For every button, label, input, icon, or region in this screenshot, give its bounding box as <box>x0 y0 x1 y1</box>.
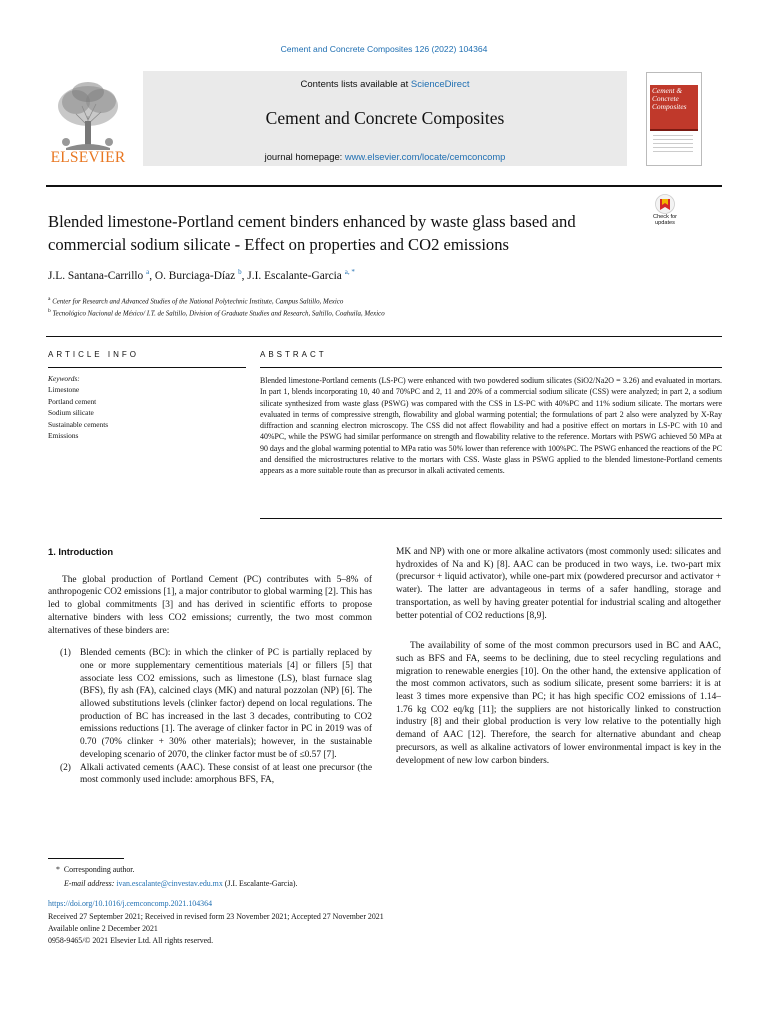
body-paragraph: The availability of some of the most common precursors used in BC and AAC, such as BFS and FA, seems to be declining, due to steel recycling regulations and migration to renewable energies [10]. On the other hand, the extensive application of the most common activators, such as sodium silicate, present some barriers: it is at least 3 times more expensive than PC; it has high specific CO2 emissions of 1.14–1.76 kg CO2 eq/kg [11]; the suppliers are not historically linked to construction industry [8] and their global production is very low relative to the potentially high demand of AAC [12]. Therefore, the search for alternative abundant and cheap precursors, as well as alkaline activators of lower environmental impact is key in the development of new low carbon binders. <box>396 641 721 766</box>
list-number: (2) <box>60 762 71 773</box>
available-online-date: Available online 2 December 2021 <box>48 924 158 933</box>
section-heading: 1. Introduction <box>48 546 114 557</box>
list-item-text: Blended cements (BC): in which the clinker of PC is partially replaced by one or more supplementary cementitious materials [4] or fillers [5] that associate less CO2 emissions, such as limestone (LS), blast furnace slag (BFS), fly ash (FA), calcined clays (MK) and natural pozzolan (NP) [6]. The allowed substitutions levels (clinker factor) depend on local regulations. The production of BC has increased in the last 3 decades, contributing to CO2 emissions reductions [1]. The average of clinker factor in PC in 2019 was of 0.70 (70% clinker + 30% other materials); however, in the sustainable developing scenario of 2070, the clinker factor must be of ≤0.57 [7]. <box>80 648 372 760</box>
journal-homepage-link[interactable]: www.elsevier.com/locate/cemconcomp <box>344 151 506 162</box>
body-paragraph: MK and NP) with one or more alkaline activators (most commonly used: silicates and hydroxides of Na and K) [8]. AAC can be produced in two ways, i.e. two-part mix (precursor + liquid activator), while one-part mix (powdered precursor and activator + water). The latter are advantageous in terms of a safer handling, storage and transportation, as well by having greater potential for industrial scaling and altogether better potential of CO2 reductions [8,9]. <box>396 547 721 621</box>
corresponding-mark: * <box>56 865 60 874</box>
author-list: J.L. Santana-Carrillo $^a$, O. Burciaga-Díaz $^b$, J.I. Escalante-Garcia $^{a, *}$ <box>48 268 355 282</box>
author-1-affiliation-mark[interactable]: a <box>146 268 150 276</box>
author-3-affiliation-mark[interactable]: a, * <box>344 268 355 276</box>
doi-link[interactable]: https://doi.org/10.1016/j.cemconcomp.2021.104364 <box>48 899 213 908</box>
email-link[interactable]: ivan.escalante@cinvestav.edu.mx <box>116 879 223 888</box>
affiliation-b-text: Tecnológico Nacional de México/ I.T. de Saltillo, Division of Graduate Studies and Research, Saltillo, Coahuila, Mexico <box>52 310 385 318</box>
cover-title: Cement & Concrete Composites <box>652 86 687 111</box>
email-note <box>64 879 664 888</box>
list-number: (1) <box>60 648 71 659</box>
affiliation-b-mark: b <box>48 308 51 314</box>
affiliation-a-mark: a <box>48 296 51 302</box>
keywords-label: Keywords: <box>48 374 80 383</box>
article-info-rule <box>48 367 246 368</box>
list-item-blended-cements <box>48 647 372 761</box>
abstract-text: Blended limestone-Portland cements (LS-PC) were enhanced with two powdered sodium silicates (SiO2/Na2O = 3.26) and evaluated in mortars. In part 1, blends incorporating 10, 40 and 70%PC and 2, 11 and 20% of a commercial sodium silicate (CSS) were analyzed; in part 2, a sodium silicate synthesized from waste glass (PSWG) was compared with the CSS in LS-PC with 40%PC and 11% sodium silicate. The mortars were evaluated in terms of compressive strength, flowability and global warming potential; the formulations of part 2 also were analyzed by X-Ray diffraction and scanning electron microscopy. The CSS did not affect flowability and had a positive effect on mortars in LS-PC with 10 and 40%PC, while the PSWG had similar performance on strength and flowability relative to the reference. Mortars with PSWG achieved 50 MPa at 90 days and the global warming potential to MPa ratio was 50% lower than reference with 100%PC. The PSWG enhanced the reactions of the PC and densified the microstructures relative to the mortars with CSS. Waste glass in PSWG applied to the blended limestone-Portland cements appears as a more suitable route than as precursor in alkali activated cements. <box>260 376 722 476</box>
affiliation-b <box>48 308 688 317</box>
author-2-affiliation-mark[interactable]: b <box>238 268 242 276</box>
abstract-bottom-rule <box>260 518 722 519</box>
article-info-heading: ARTICLE INFO <box>48 350 139 359</box>
corresponding-text: Corresponding author. <box>63 865 135 874</box>
email-suffix: (J.I. Escalante-Garcia). <box>224 879 298 888</box>
list-item-alkali-activated <box>48 762 372 787</box>
footnote-rule <box>48 858 124 859</box>
article-title: Blended limestone-Portland cement binders enhanced by waste glass based and commercial sodium silicate - Effect on properties and CO2 emissions <box>48 212 576 254</box>
keyword-item: Limestone <box>48 385 80 395</box>
abstract-rule <box>260 367 722 368</box>
abstract-heading: ABSTRACT <box>260 350 327 359</box>
check-for-updates-label: Check for updates <box>653 214 677 226</box>
header-rule <box>46 185 722 187</box>
homepage-prefix: journal homepage: <box>264 151 345 162</box>
received-dates: Received 27 September 2021; Received in revised form 23 November 2021; Accepted 27 November 2021 <box>48 912 384 921</box>
keyword-item: Emissions <box>48 431 79 441</box>
contents-prefix: Contents lists available at <box>300 79 411 90</box>
keywords-block <box>48 373 246 441</box>
elsevier-wordmark: ELSEVIER <box>50 149 126 166</box>
keyword-item: Sustainable cements <box>48 419 109 429</box>
body-column-right <box>396 546 721 777</box>
sciencedirect-link[interactable]: ScienceDirect <box>410 79 470 90</box>
body-column-left <box>48 546 372 787</box>
email-label: E-mail address: <box>64 879 115 888</box>
body-paragraph: The global production of Portland Cement (PC) contributes with 5–8% of anthropogenic CO2 emissions [1], a major contributor to global warming [2]. This has led to global commitments [3] and has derived in scientific efforts to propose alternative binders with less CO2 emissions; currently, the two most common alternatives of these binders are: <box>48 574 372 636</box>
journal-homepage-line <box>143 151 627 162</box>
author-2[interactable]: O. Burciaga-Díaz <box>154 269 236 282</box>
affiliation-a-text: Center for Research and Advanced Studies of the National Polytechnic Institute, Campus Saltillo, Mexico <box>52 298 344 306</box>
contents-line <box>143 79 627 90</box>
issn-copyright: 0958-9465/© 2021 Elsevier Ltd. All rights reserved. <box>48 936 214 945</box>
list-item-text: Alkali activated cements (AAC). These consist of at least one precursor (the most commonly used include: amorphous BFS, FA, <box>80 762 372 786</box>
affiliation-a <box>48 296 688 305</box>
journal-title: Cement and Concrete Composites <box>265 108 505 128</box>
keyword-item: Sodium silicate <box>48 408 94 418</box>
keyword-item: Portland cement <box>48 396 97 406</box>
author-3[interactable]: J.I. Escalante-Garcia <box>247 269 342 282</box>
title-rule <box>46 336 722 337</box>
journal-cover-thumbnail[interactable] <box>646 72 702 166</box>
journal-reference-link[interactable]: Cement and Concrete Composites 126 (2022) 104364 <box>280 44 488 54</box>
cover-text-lines <box>653 135 693 155</box>
corresponding-author-note <box>56 865 656 874</box>
author-1[interactable]: J.L. Santana-Carrillo <box>48 269 144 282</box>
cover-stripe <box>650 129 698 131</box>
